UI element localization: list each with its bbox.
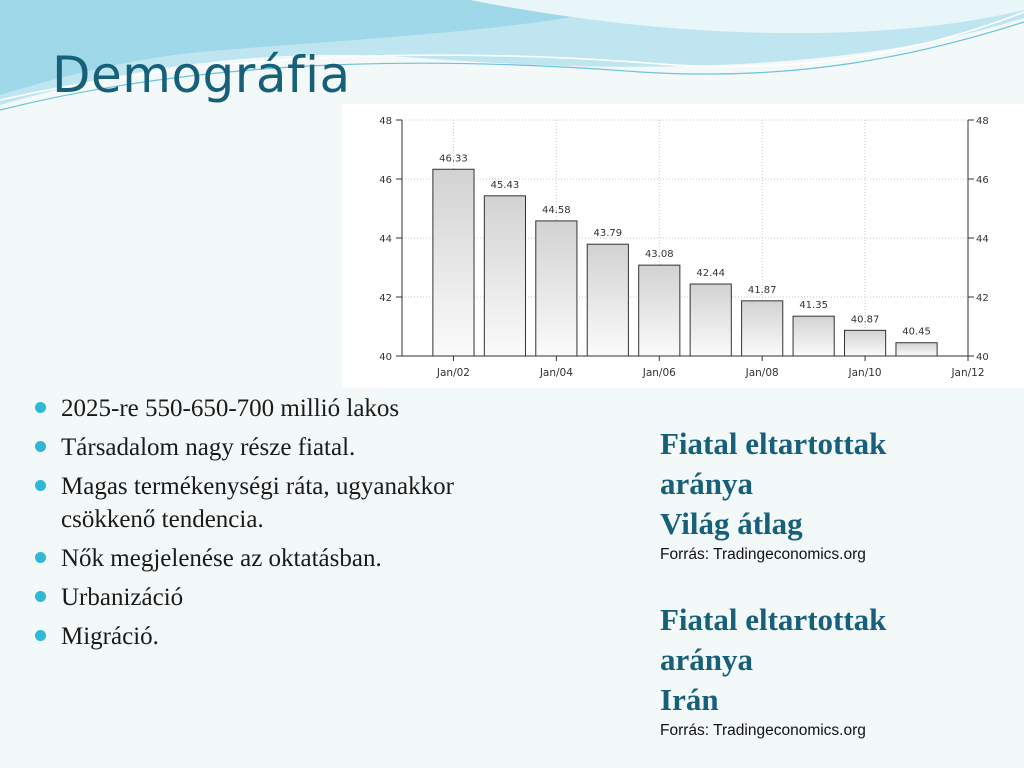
- x-tick-label: Jan/04: [539, 367, 573, 379]
- y-tick-label: 42: [976, 293, 989, 304]
- bullet-list: [34, 392, 474, 659]
- label-title-line: Világ átlag: [660, 506, 803, 541]
- bar: [690, 284, 731, 356]
- label-title-line: aránya: [660, 642, 753, 677]
- data-label: 46.33: [439, 153, 468, 165]
- y-tick-label: 48: [379, 116, 392, 127]
- bar: [639, 265, 680, 356]
- x-tick-label: Jan/02: [436, 367, 471, 379]
- slide-title: Demográfia: [52, 46, 351, 104]
- data-label: 42.44: [696, 268, 726, 280]
- bullet-item: Magas termékenységi ráta, ugyanakkor csökkenő tendencia.: [34, 470, 474, 536]
- y-tick-label: 44: [976, 234, 989, 245]
- data-label: 41.87: [747, 284, 777, 296]
- data-label: 44.58: [542, 204, 571, 216]
- x-tick-label: Jan/12: [951, 367, 985, 379]
- bullet-item: Migráció.: [34, 620, 474, 653]
- bar: [587, 244, 628, 356]
- x-tick-label: Jan/10: [848, 367, 882, 379]
- data-label: 40.87: [850, 314, 880, 326]
- y-tick-label: 40: [976, 352, 989, 363]
- bullet-item: 2025-re 550-650-700 millió lakos: [34, 392, 474, 425]
- y-tick-label: 44: [379, 234, 392, 245]
- source-text: Forrás: Tradingeconomics.org: [660, 722, 866, 739]
- chart-svg: [342, 104, 1024, 388]
- bullet-item: Társadalom nagy része fiatal.: [34, 431, 474, 464]
- source-text: Forrás: Tradingeconomics.org: [660, 546, 866, 563]
- y-tick-label: 42: [379, 293, 392, 304]
- data-label: 45.43: [490, 179, 520, 191]
- data-label: 43.08: [644, 249, 674, 261]
- bar: [845, 330, 886, 356]
- label-title-line: Fiatal eltartottak: [660, 602, 887, 637]
- bullet-item: Nők megjelenése az oktatásban.: [34, 542, 474, 575]
- y-tick-label: 40: [379, 352, 392, 363]
- data-label: 43.79: [593, 228, 623, 240]
- label-iran: [660, 600, 1000, 740]
- y-tick-label: 46: [379, 175, 392, 186]
- bullet-item: Urbanizáció: [34, 581, 474, 614]
- y-tick-label: 46: [976, 175, 989, 186]
- label-title-line: Irán: [660, 682, 719, 717]
- bar: [433, 169, 474, 356]
- bar: [793, 316, 834, 356]
- x-tick-label: Jan/06: [642, 367, 676, 379]
- label-world: [660, 424, 1000, 564]
- label-title-line: Fiatal eltartottak: [660, 426, 887, 461]
- data-label: 40.45: [902, 326, 931, 338]
- bar: [742, 301, 783, 356]
- bar: [896, 343, 937, 356]
- y-tick-label: 48: [976, 116, 989, 127]
- label-title-line: aránya: [660, 466, 753, 501]
- data-label: 41.35: [799, 300, 828, 312]
- bar: [484, 196, 525, 356]
- bar-chart: [342, 104, 1024, 388]
- x-tick-label: Jan/08: [745, 367, 779, 379]
- bar: [536, 221, 577, 356]
